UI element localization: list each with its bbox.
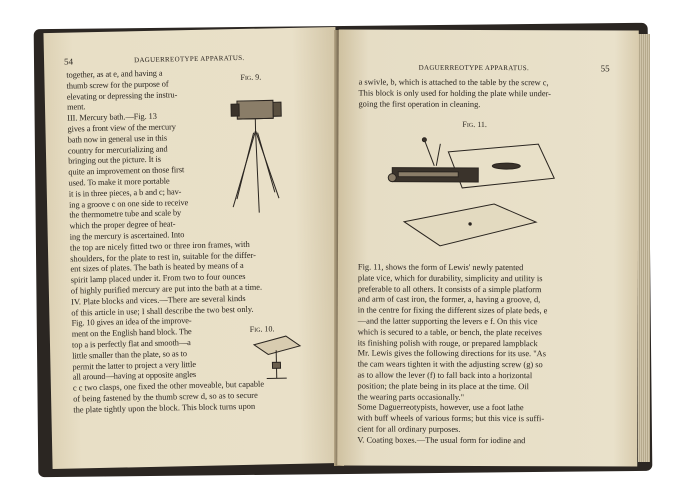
text-line: plate vice, which for durability, simplicity and utility is [357,273,543,283]
text-line: and arm of cast iron, the former, a, having a groove, d, [357,294,541,305]
text-line: the plate tightly upon the block. This block turns upon [73,401,256,415]
text-line: Some Daguerreotypists, however, use a foot lathe [357,402,524,413]
fig10-plate-block-illustration [246,332,307,383]
text-line: thumb screw for the purpose of [66,79,169,91]
text-line: it is in three pieces, a b and c; hav- [68,187,182,199]
text-line: ing a groove c on one side to receive [68,197,189,210]
text-line: ment on the English hand block. The [71,327,192,339]
fig11-label: Fig. 11. [462,119,487,129]
right-running-head: DAGUERREOTYPE APPARATUS. [418,63,530,73]
left-running-head: DAGUERREOTYPE APPARATUS. [133,53,245,65]
text-line: shoulders, for the plate to rest in, suitable for the differ- [70,250,256,264]
text-line: as to allow the lever (f) to fall back into a horizontal [357,370,533,381]
text-line: of highly purified mercury are put into the bath at a time. [70,282,263,296]
text-line: top a is perfectly flat and smooth—a [71,338,191,350]
text-line: spirit lamp placed under it. From two to four ounces [70,272,246,285]
text-line: Fig. 11, shows the form of Lewis' newly patented [357,262,524,273]
right-page-text-bottom [357,263,547,447]
left-page-number: 54 [63,56,74,67]
text-line: its finishing polish with rouge, or prepared lampblack [357,338,538,348]
text-line: bringing out the picture. It is [68,155,161,166]
text-line: permit the latter to project a very little [72,359,197,372]
text-line: position; the plate being in its place at the time. Oil [357,381,529,391]
text-line: the cam wears tighten it with the adjusting screw (g) so [357,359,543,370]
text-line: of this article in use; I shall describe the two best only. [71,304,254,318]
text-line: which is secured to a table, or bench, the plate receives [357,327,542,337]
fig9-label: Fig. 9. [240,72,262,82]
text-line: elevating or depressing the instru- [66,89,178,102]
text-line: the thermometre tube and scale by [69,208,182,220]
text-line: cient for all ordinary purposes. [357,424,461,434]
fig10-label: Fig. 10. [249,324,275,334]
text-line: gives a front view of the mercury [67,122,176,134]
right-page-number: 55 [600,63,610,74]
text-line: the top are nicely fitted two or three iron frames, with [69,239,250,253]
text-line: Fig. 10 gives an idea of the improve- [71,316,192,328]
open-book [36,16,656,476]
text-line: —and the latter supporting the levers e f. On this vice [357,316,538,327]
left-page [43,27,344,469]
text-line: with buff wheels of various forms; but this vice is suffi- [357,413,545,424]
text-line: in the centre for fixing the different sizes of plate beds, e [357,305,548,316]
text-line: all around—having at opposite angles [72,370,197,382]
text-line: IV. Plate blocks and vices.—There are several kinds [71,293,246,307]
text-line: ment. [66,102,86,113]
text-line: preferable to all others. It consists of a simple platform [357,284,542,294]
text-line: V. Coating boxes.—The usual form for iodine and [357,435,526,445]
text-line: used. To make it more portable [68,176,170,188]
text-line: Mr. Lewis gives the following directions for its use. "As [357,348,546,359]
text-line: quite an improvement on those first [68,165,185,177]
text-line: a swivle, b, which is attached to the table by the screw c, [358,77,549,88]
text-line: This block is only used for holding the plate while under- [358,88,551,99]
text-line: ing the mercury is ascertained. Into [69,230,185,242]
page-edges [638,34,650,462]
right-page [337,29,639,466]
fig11-plate-vice-illustration [378,130,578,261]
text-line: going the first operation in cleaning. [358,99,481,109]
text-line: together, as at e, and having a [66,68,163,80]
text-line: country for mercurializing and [67,144,168,156]
text-line: the wearing parts occasionally." [357,392,465,402]
text-line: which the proper degree of heat- [69,219,176,231]
text-line: ent sizes of plates. The bath is heated by means of a [70,261,244,274]
text-line: little smaller than the plate, so as to [72,348,188,361]
text-line: of being fastened by the thumb screw d, so as to secure [73,390,258,404]
text-line: bath now in general use in this [67,133,168,145]
fig9-camera-stand-illustration [223,88,306,220]
right-page-text-top [358,78,551,111]
text-line: c c two clasps, one fixed the other moveable, but capable [72,379,265,393]
text-line: III. Mercury bath.—Fig. 13 [67,111,157,123]
